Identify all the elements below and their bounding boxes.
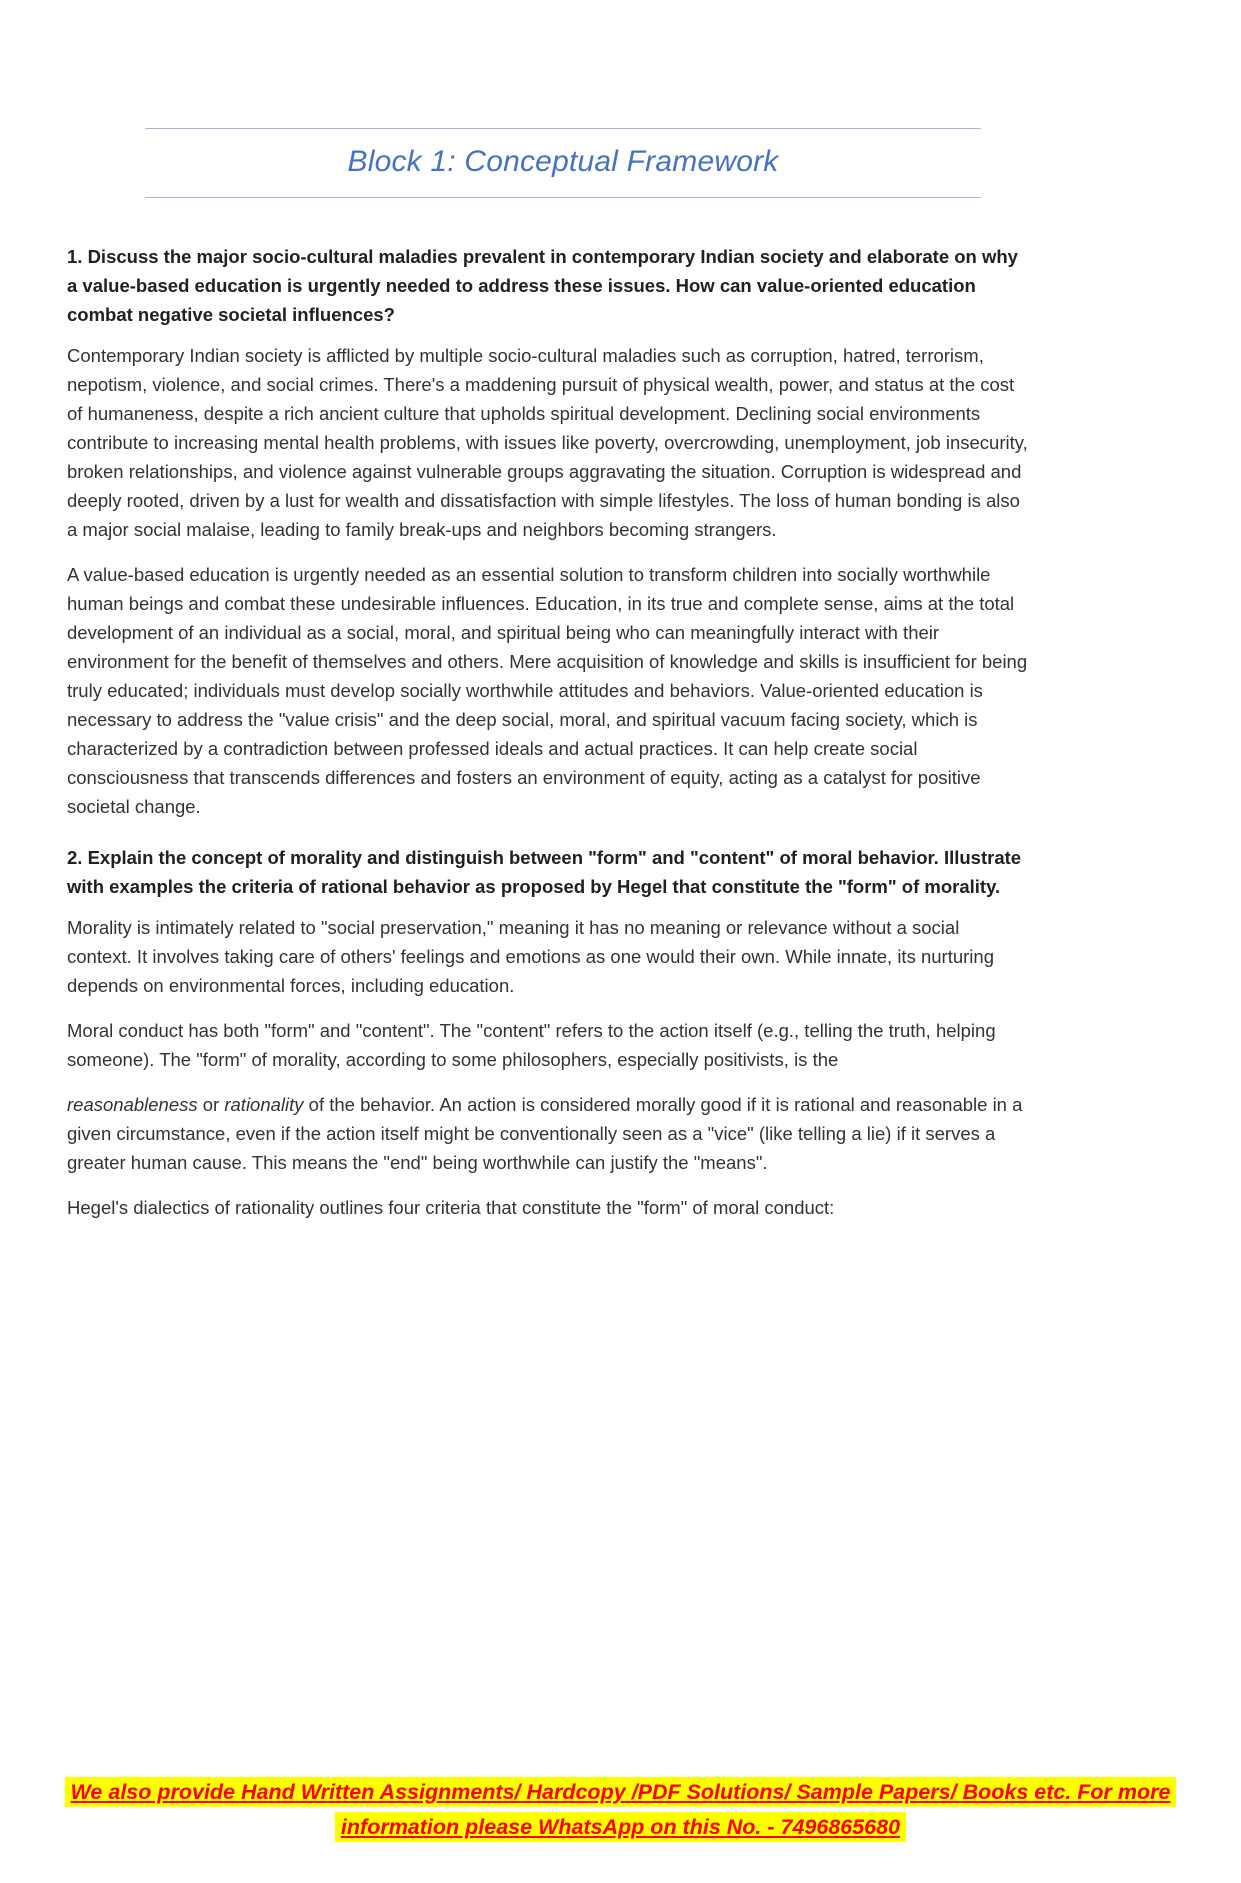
answer-1-paragraph-1: Contemporary Indian society is afflicted by multiple socio-cultural maladies such as corruption, hatred, terrorism, nepotism, violence, and social crimes. There's a maddening pursuit of physical wealth, power, and status at the cost of humaneness, despite a rich ancient culture that upholds spiritual development. Declining social environments contribute to increasing mental health problems, with issues like poverty, overcrowding, unemployment, job insecurity, broken relationships, and violence against vulnerable groups aggravating the situation. Corruption is widespread and deeply rooted, driven by a lust for wealth and dissatisfaction with simple lifestyles. The loss of human bonding is also a major social malaise, leading to family break-ups and neighbors becoming strangers.: [67, 345, 1028, 540]
question-1: 1. Discuss the major socio-cultural maladies prevalent in contemporary Indian society and elaborate on why a value-based education is urgently needed to address these issues. How can value-oriented education combat negative societal influences?: [67, 246, 1018, 325]
document-content: [67, 242, 1029, 1222]
text-run: of the behavior. An action is considered morally good if it is rational and reasonable in a given circumstance, even if the action itself might be conventionally seen as a "vice" (like telling a lie) if it serves a greater human cause. This means the "end" being worthwhile can justify the "means".: [67, 1094, 1023, 1173]
footer-banner: [60, 1775, 1181, 1845]
answer-2-paragraph-4: Hegel's dialectics of rationality outlines four criteria that constitute the "form" of moral conduct:: [67, 1197, 835, 1218]
italic-term-rationality: rationality: [224, 1094, 304, 1115]
italic-term-reasonableness: reasonableness: [67, 1094, 198, 1115]
answer-1-paragraph-2: A value-based education is urgently needed as an essential solution to transform children into socially worthwhile human beings and combat these undesirable influences. Education, in its true and complete sense, aims at the total development of an individual as a social, moral, and spiritual being who can meaningfully interact with their environment for the benefit of themselves and others. Mere acquisition of knowledge and skills is insufficient for being truly educated; individuals must develop socially worthwhile attitudes and behaviors. Value-oriented education is necessary to address the "value crisis" and the deep social, moral, and spiritual vacuum facing society, which is characterized by a contradiction between professed ideals and actual practices. It can help create social consciousness that transcends differences and fosters an environment of equity, acting as a catalyst for positive societal change.: [67, 564, 1028, 817]
page-title: Block 1: Conceptual Framework: [347, 145, 779, 178]
title-bottom-rule: [145, 197, 981, 198]
document-page: [0, 128, 1241, 1883]
answer-2-paragraph-2: Moral conduct has both "form" and "content". The "content" refers to the action itself (e.g., telling the truth, helping someone). The "form" of morality, according to some philosophers, especially positivists, is the: [67, 1020, 996, 1070]
footer-promo-note: We also provide Hand Written Assignments/ Hardcopy /PDF Solutions/ Sample Papers/ Books etc. For more information please WhatsApp on this No. - 7496865680: [65, 1777, 1177, 1842]
question-2: 2. Explain the concept of morality and distinguish between "form" and "content" of moral behavior. Illustrate with examples the criteria of rational behavior as proposed by Hegel that constitute the "form" of morality.: [67, 847, 1022, 897]
answer-2-paragraph-3: [67, 1090, 1029, 1177]
title-block: [145, 128, 981, 198]
text-run: or: [197, 1094, 225, 1115]
answer-2-paragraph-1: Morality is intimately related to "social preservation," meaning it has no meaning or relevance without a social context. It involves taking care of others' feelings and emotions as one would their own. While innate, its nurturing depends on environmental forces, including education.: [67, 917, 994, 996]
